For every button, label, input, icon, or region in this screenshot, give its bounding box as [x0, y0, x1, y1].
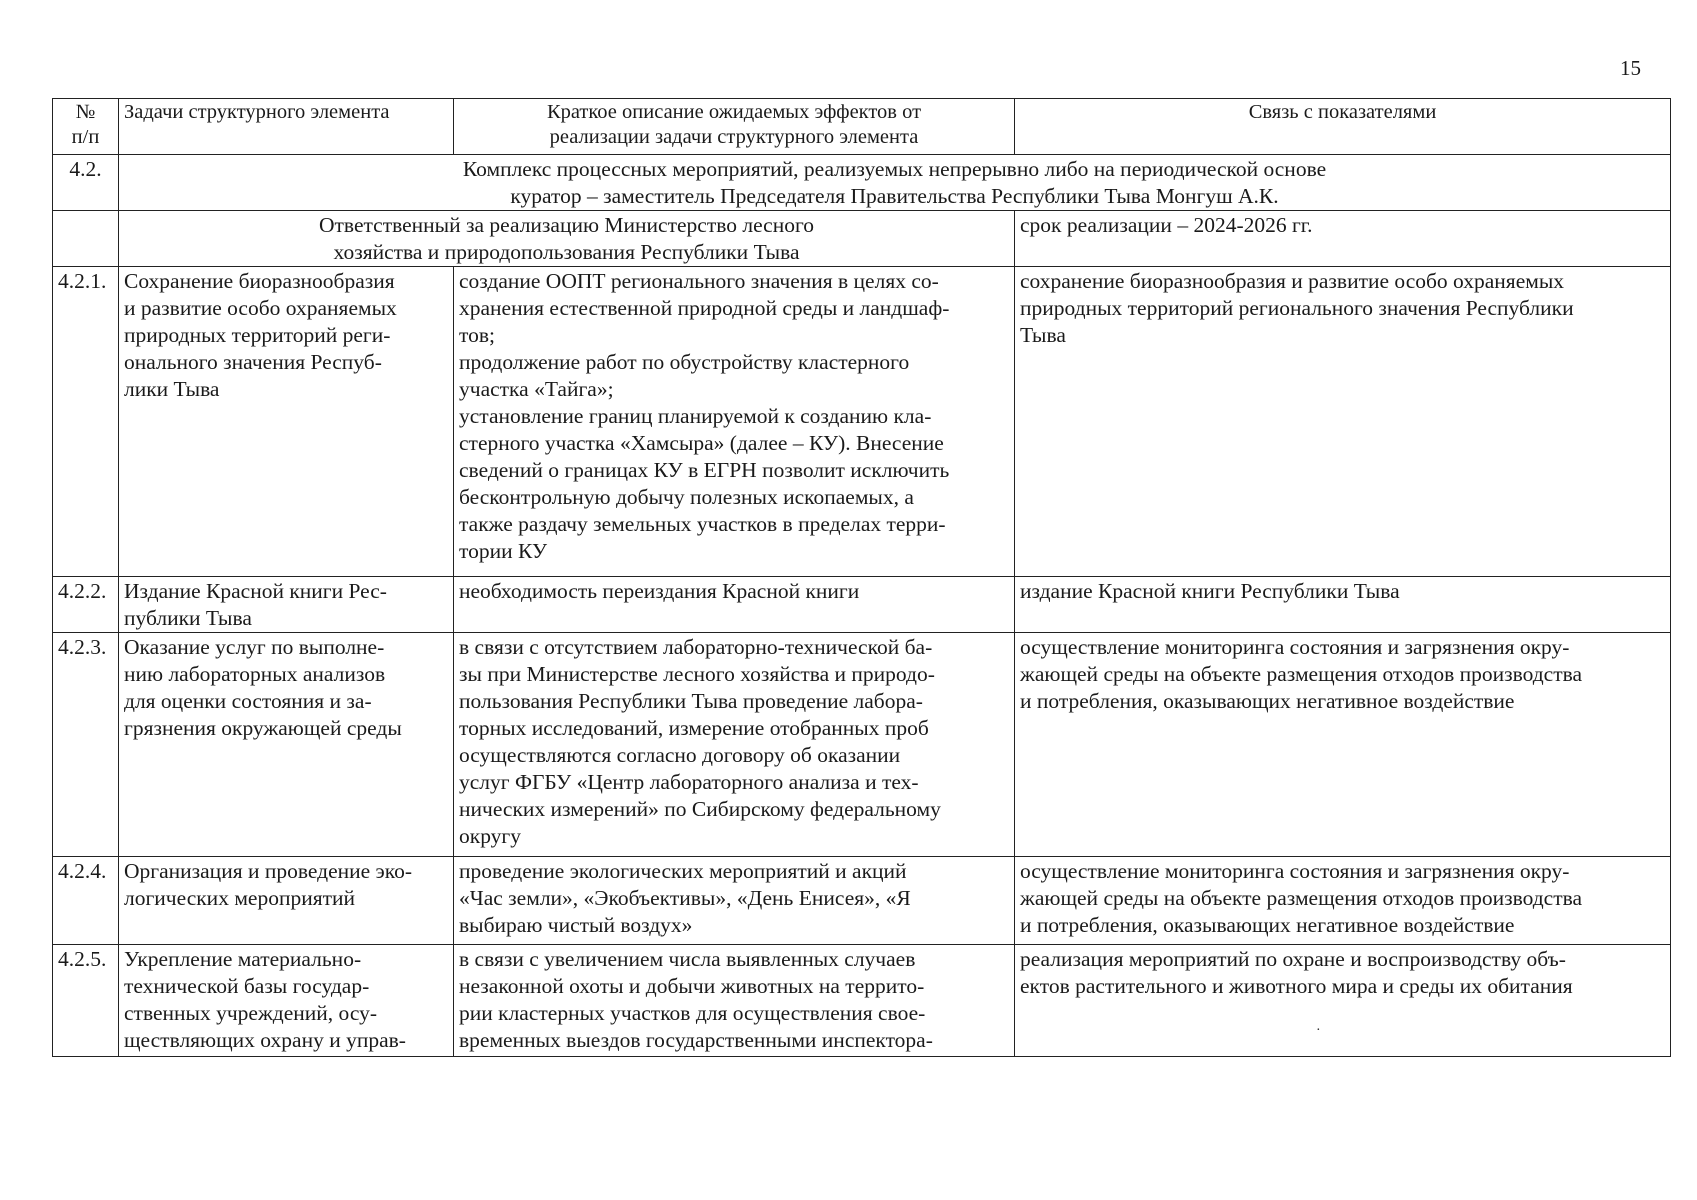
table-row [53, 633, 1671, 857]
header-num: № п/п [53, 99, 119, 155]
table-row [53, 267, 1671, 577]
row-task: Организация и проведение эко- логических мероприятий [119, 857, 454, 945]
row-num: 4.2.3. [53, 633, 119, 857]
row-num: 4.2.1. [53, 267, 119, 577]
table-row [53, 945, 1671, 1057]
row-task: Сохранение биоразнообразия и развитие особо охраняемых природных территорий реги- онального значения Респуб- лики Тыва [119, 267, 454, 577]
row-task: Издание Красной книги Рес- публики Тыва [119, 577, 454, 633]
row-indicators: сохранение биоразнообразия и развитие особо охраняемых природных территорий регионального значения Республики Тыва [1015, 267, 1671, 577]
row-num: 4.2.5. [53, 945, 119, 1057]
header-effects: Краткое описание ожидаемых эффектов от реализации задачи структурного элемента [454, 99, 1015, 155]
section-responsible-row [53, 211, 1671, 267]
row-effects: создание ООПТ регионального значения в целях со- хранения естественной природной среды и ландшаф- тов; продолжение работ по обустройству кластерного участка «Тайга»; установление границ планируемой к созданию кла- стерного участка «Хамсыра» (далее – КУ). Внесение сведений о границах КУ в ЕГРН позволит исключить бесконтрольную добычу полезных ископаемых, а также раздачу земельных участков в пределах терри- тории КУ [454, 267, 1015, 577]
row-task: Оказание услуг по выполне- нию лабораторных анализов для оценки состояния и за- грязнения окружающей среды [119, 633, 454, 857]
page-number: 15 [1620, 56, 1641, 80]
section-num: 4.2. [53, 155, 119, 211]
row-indicators: реализация мероприятий по охране и воспроизводству объ- ектов растительного и животного мира и среды их обитания [1015, 945, 1671, 1057]
row-num: 4.2.4. [53, 857, 119, 945]
row-num: 4.2.2. [53, 577, 119, 633]
table-header-row [53, 99, 1671, 155]
row-effects: в связи с отсутствием лабораторно-технической ба- зы при Министерстве лесного хозяйства и природо- пользования Республики Тыва проведение лабора- торных исследований, измерение отобранных проб осуществляются согласно договору об оказании услуг ФГБУ «Центр лабораторного анализа и тех- нических измерений» по Сибирскому федеральному округу [454, 633, 1015, 857]
row-effects: необходимость переиздания Красной книги [454, 577, 1015, 633]
table-row [53, 577, 1671, 633]
section-title-row [53, 155, 1671, 211]
row-indicators: издание Красной книги Республики Тыва [1015, 577, 1671, 633]
row-effects: проведение экологических мероприятий и акций «Час земли», «Экобъективы», «День Енисея», «Я выбираю чистый воздух» [454, 857, 1015, 945]
header-task: Задачи структурного элемента [119, 99, 454, 155]
row-indicators: осуществление мониторинга состояния и загрязнения окру- жающей среды на объекте размещения отходов производства и потребления, оказывающих негативное воздействие [1015, 857, 1671, 945]
scan-speck: · [1316, 1023, 1321, 1038]
table-row [53, 857, 1671, 945]
row-task: Укрепление материально- технической базы государ- ственных учреждений, осу- ществляющих охрану и управ- [119, 945, 454, 1057]
measures-table [52, 98, 1671, 1057]
section-responsible: Ответственный за реализацию Министерство лесного хозяйства и природопользования Республики Тыва [119, 211, 1015, 267]
section-period: срок реализации – 2024-2026 гг. [1015, 211, 1671, 267]
section-title: Комплекс процессных мероприятий, реализуемых непрерывно либо на периодической основе куратор – заместитель Председателя Правительства Республики Тыва Монгуш А.К. [119, 155, 1671, 211]
row-indicators: осуществление мониторинга состояния и загрязнения окру- жающей среды на объекте размещения отходов производства и потребления, оказывающих негативное воздействие [1015, 633, 1671, 857]
row-effects: в связи с увеличением числа выявленных случаев незаконной охоты и добычи животных на террито- рии кластерных участков для осуществления свое- временных выездов государственными инспектора- [454, 945, 1015, 1057]
header-indicators: Связь с показателями [1015, 99, 1671, 155]
section-blank-cell [53, 211, 119, 267]
